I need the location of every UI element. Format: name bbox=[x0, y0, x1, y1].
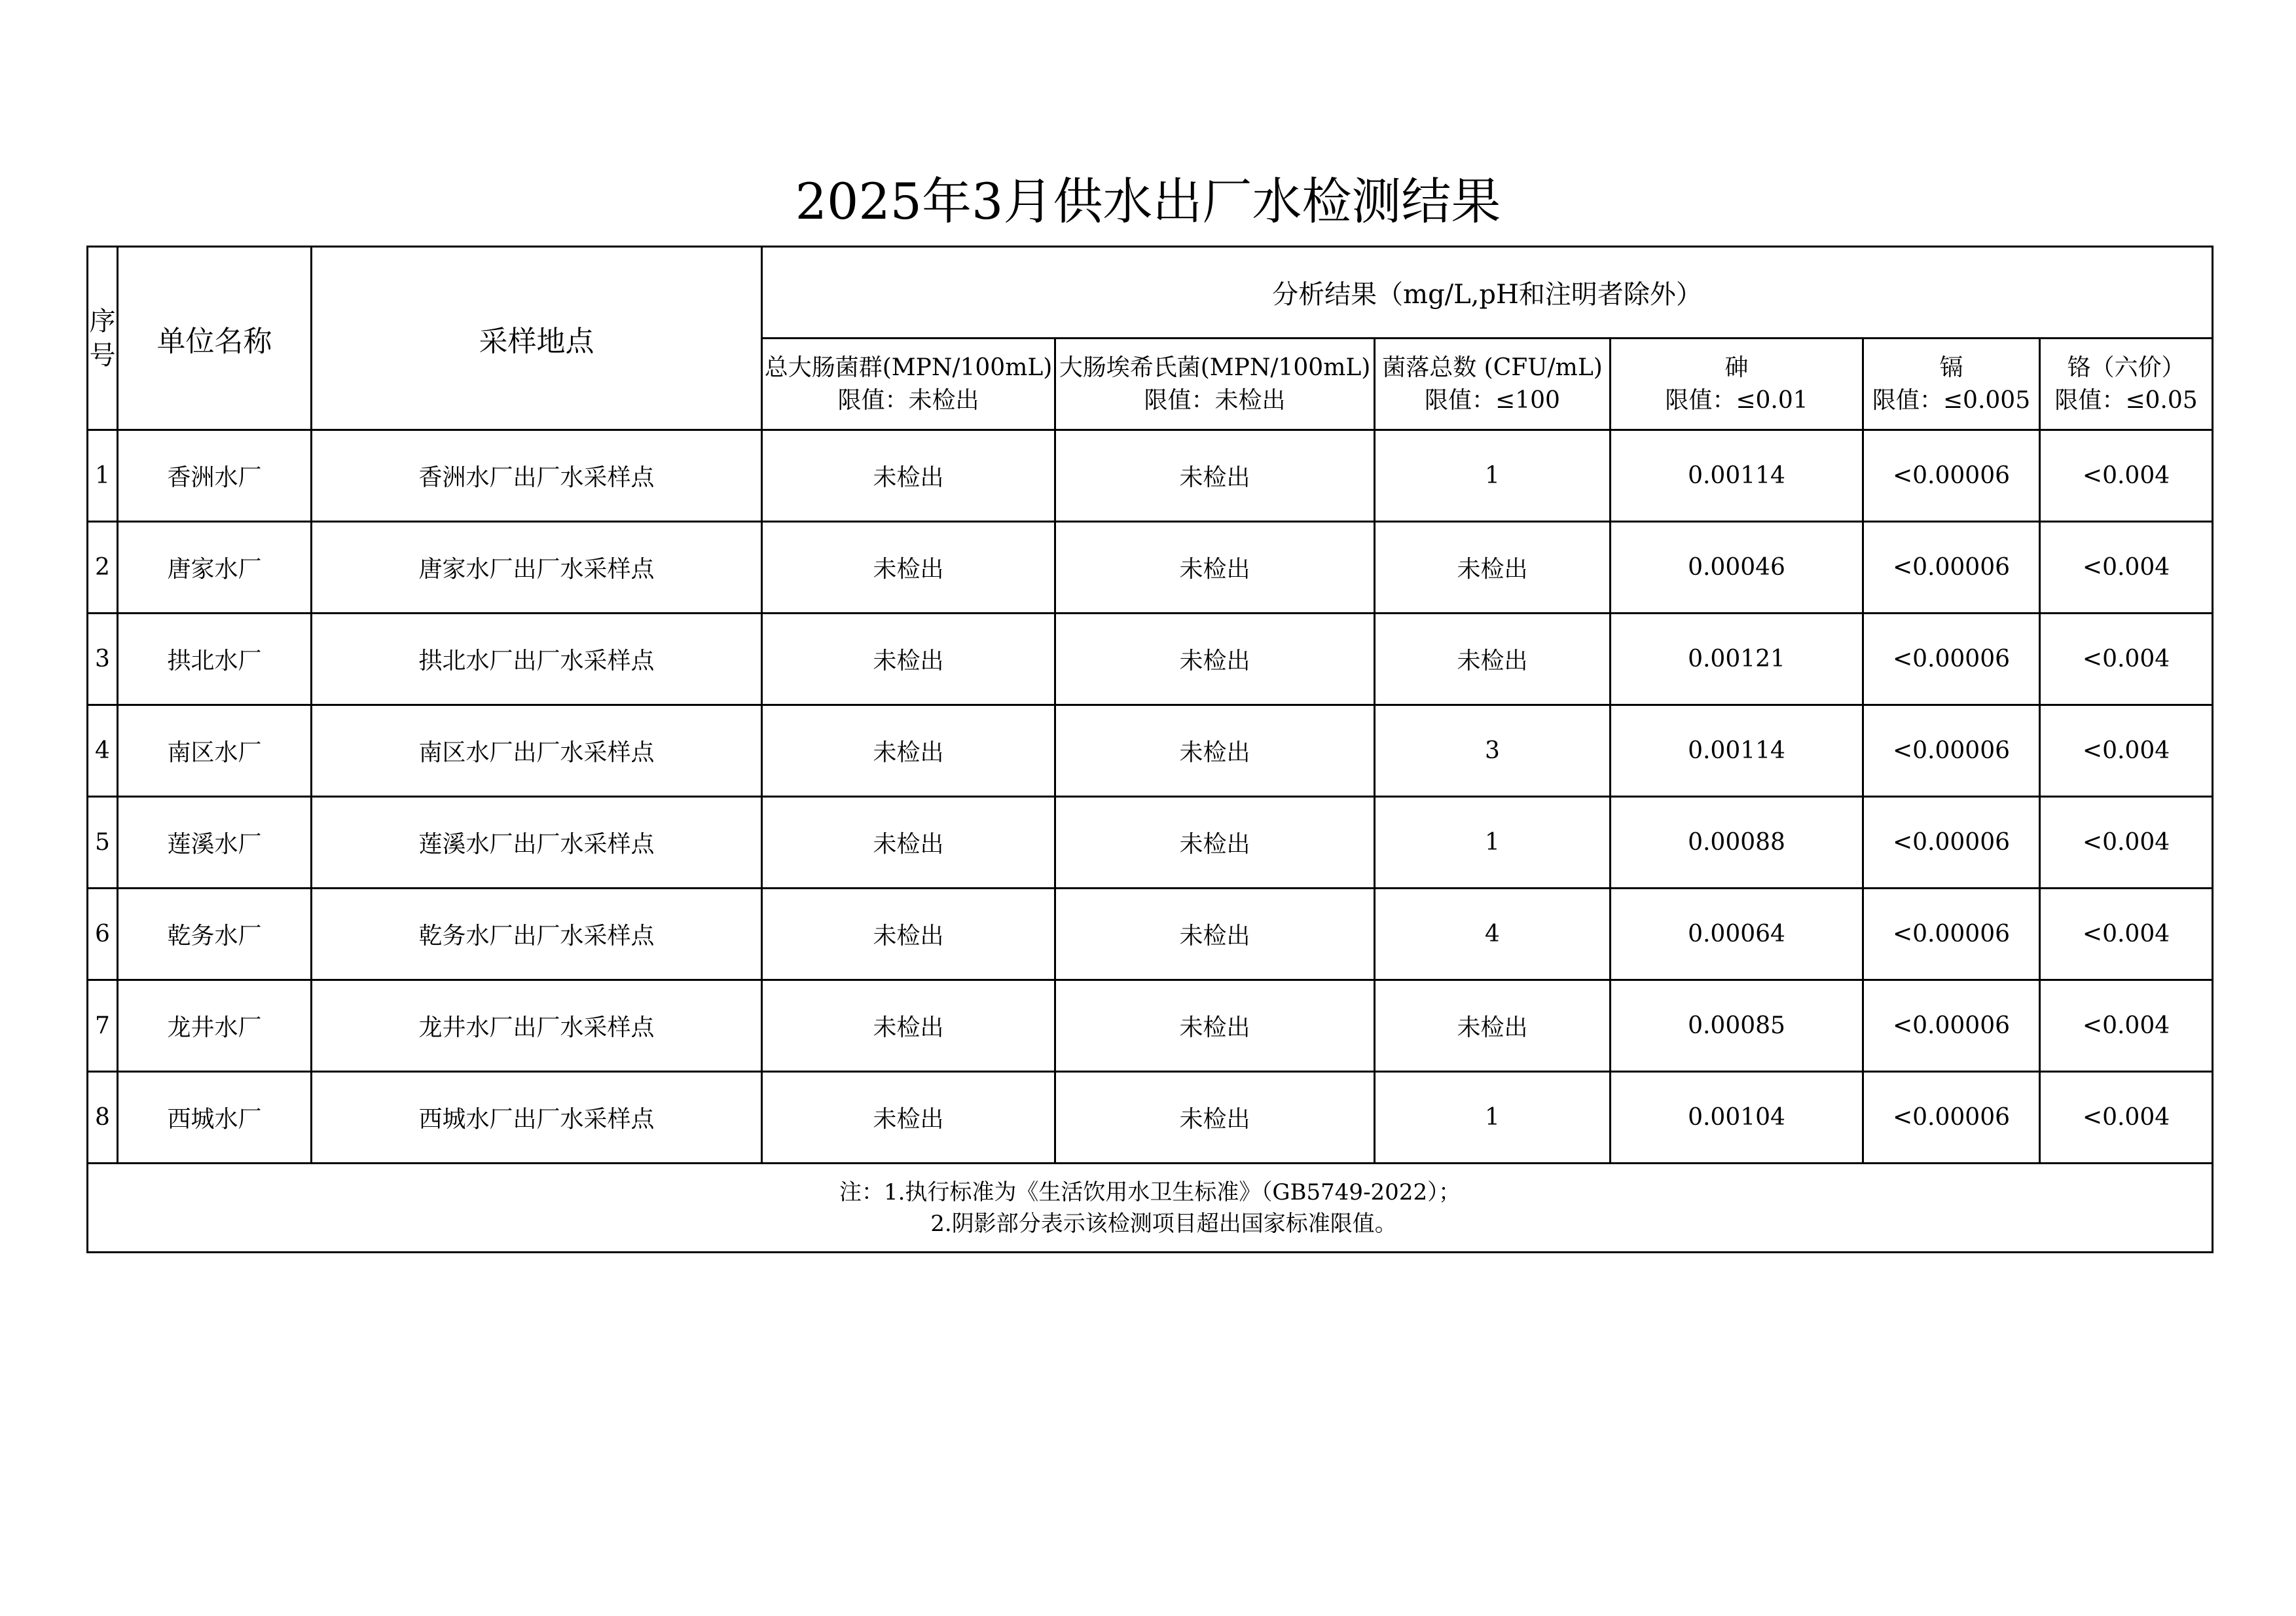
cell-colony-count: 未检出 bbox=[1375, 522, 1611, 614]
cell-arsenic: 0.00046 bbox=[1611, 522, 1863, 614]
header-index bbox=[88, 247, 118, 430]
row-site: 乾务水厂出厂水采样点 bbox=[312, 889, 762, 980]
header-analysis-group: 分析结果（mg/L,pH和注明者除外） bbox=[762, 247, 2213, 339]
row-site: 龙井水厂出厂水采样点 bbox=[312, 980, 762, 1072]
cell-colony-count: 4 bbox=[1375, 889, 1611, 980]
cell-e-coli: 未检出 bbox=[1055, 980, 1375, 1072]
cell-e-coli: 未检出 bbox=[1055, 522, 1375, 614]
notes-row bbox=[88, 1164, 2213, 1253]
cell-cadmium: <0.00006 bbox=[1863, 705, 2040, 797]
cell-total-coliform: 未检出 bbox=[762, 430, 1055, 522]
row-unit: 唐家水厂 bbox=[118, 522, 312, 614]
cell-total-coliform: 未检出 bbox=[762, 889, 1055, 980]
cell-chromium-vi: <0.004 bbox=[2040, 705, 2213, 797]
cell-e-coli: 未检出 bbox=[1055, 1072, 1375, 1164]
row-index: 3 bbox=[88, 614, 118, 705]
header-column-limit: 限值：≤0.05 bbox=[2054, 386, 2198, 414]
table-row bbox=[88, 705, 2213, 797]
header-arsenic bbox=[1611, 339, 1863, 430]
cell-total-coliform: 未检出 bbox=[762, 1072, 1055, 1164]
header-column-name: 菌落总数 (CFU/mL) bbox=[1382, 354, 1603, 381]
row-site: 莲溪水厂出厂水采样点 bbox=[312, 797, 762, 889]
header-index-char: 序 bbox=[89, 306, 116, 337]
cell-chromium-vi: <0.004 bbox=[2040, 889, 2213, 980]
row-index: 7 bbox=[88, 980, 118, 1072]
header-column-limit: 限值：≤0.005 bbox=[1872, 386, 2031, 414]
results-table bbox=[86, 246, 2214, 1253]
cell-arsenic: 0.00114 bbox=[1611, 705, 1863, 797]
row-index: 8 bbox=[88, 1072, 118, 1164]
header-unit-name: 单位名称 bbox=[118, 247, 312, 430]
cell-colony-count: 1 bbox=[1375, 430, 1611, 522]
notes-cell bbox=[88, 1164, 2213, 1253]
cell-colony-count: 3 bbox=[1375, 705, 1611, 797]
cell-arsenic: 0.00114 bbox=[1611, 430, 1863, 522]
header-column-name: 砷 bbox=[1724, 354, 1749, 381]
header-chromium-vi bbox=[2040, 339, 2213, 430]
row-index: 5 bbox=[88, 797, 118, 889]
header-colony-count bbox=[1375, 339, 1611, 430]
cell-colony-count: 未检出 bbox=[1375, 980, 1611, 1072]
table-row bbox=[88, 797, 2213, 889]
cell-colony-count: 1 bbox=[1375, 1072, 1611, 1164]
cell-total-coliform: 未检出 bbox=[762, 614, 1055, 705]
header-site: 采样地点 bbox=[312, 247, 762, 430]
cell-total-coliform: 未检出 bbox=[762, 705, 1055, 797]
table-row bbox=[88, 1072, 2213, 1164]
cell-cadmium: <0.00006 bbox=[1863, 889, 2040, 980]
header-column-name: 铬（六价） bbox=[2067, 354, 2185, 381]
cell-colony-count: 1 bbox=[1375, 797, 1611, 889]
header-column-limit: 限值：未检出 bbox=[1144, 386, 1286, 414]
row-unit: 莲溪水厂 bbox=[118, 797, 312, 889]
page-title: 2025年3月供水出厂水检测结果 bbox=[795, 172, 1501, 230]
cell-chromium-vi: <0.004 bbox=[2040, 430, 2213, 522]
row-site: 南区水厂出厂水采样点 bbox=[312, 705, 762, 797]
row-unit: 龙井水厂 bbox=[118, 980, 312, 1072]
row-index: 2 bbox=[88, 522, 118, 614]
header-e-coli bbox=[1055, 339, 1375, 430]
cell-e-coli: 未检出 bbox=[1055, 430, 1375, 522]
row-site: 西城水厂出厂水采样点 bbox=[312, 1072, 762, 1164]
header-column-limit: 限值：未检出 bbox=[837, 386, 979, 414]
row-site: 拱北水厂出厂水采样点 bbox=[312, 614, 762, 705]
cell-total-coliform: 未检出 bbox=[762, 980, 1055, 1072]
header-total-coliform bbox=[762, 339, 1055, 430]
note-line: 2.阴影部分表示该检测项目超出国家标准限值。 bbox=[930, 1210, 1397, 1237]
header-index-char: 号 bbox=[89, 340, 116, 371]
row-unit: 拱北水厂 bbox=[118, 614, 312, 705]
row-index: 1 bbox=[88, 430, 118, 522]
cell-e-coli: 未检出 bbox=[1055, 889, 1375, 980]
row-index: 4 bbox=[88, 705, 118, 797]
cell-cadmium: <0.00006 bbox=[1863, 522, 2040, 614]
row-index: 6 bbox=[88, 889, 118, 980]
note-line: 注：1.执行标准为《生活饮用水卫生标准》（GB5749-2022）； bbox=[839, 1179, 1461, 1205]
header-column-name: 镉 bbox=[1939, 354, 1963, 381]
row-site: 唐家水厂出厂水采样点 bbox=[312, 522, 762, 614]
cell-chromium-vi: <0.004 bbox=[2040, 1072, 2213, 1164]
table-row bbox=[88, 430, 2213, 522]
cell-cadmium: <0.00006 bbox=[1863, 614, 2040, 705]
row-unit: 南区水厂 bbox=[118, 705, 312, 797]
cell-chromium-vi: <0.004 bbox=[2040, 522, 2213, 614]
header-column-name: 大肠埃希氏菌(MPN/100mL) bbox=[1059, 354, 1371, 381]
cell-cadmium: <0.00006 bbox=[1863, 797, 2040, 889]
header-column-name: 总大肠菌群(MPN/100mL) bbox=[764, 354, 1053, 381]
cell-arsenic: 0.00085 bbox=[1611, 980, 1863, 1072]
row-unit: 乾务水厂 bbox=[118, 889, 312, 980]
cell-e-coli: 未检出 bbox=[1055, 797, 1375, 889]
header-column-limit: 限值：≤100 bbox=[1425, 386, 1560, 414]
cell-arsenic: 0.00121 bbox=[1611, 614, 1863, 705]
cell-e-coli: 未检出 bbox=[1055, 614, 1375, 705]
cell-e-coli: 未检出 bbox=[1055, 705, 1375, 797]
cell-arsenic: 0.00064 bbox=[1611, 889, 1863, 980]
cell-arsenic: 0.00088 bbox=[1611, 797, 1863, 889]
cell-chromium-vi: <0.004 bbox=[2040, 614, 2213, 705]
table-row bbox=[88, 522, 2213, 614]
header-row-1 bbox=[88, 247, 2213, 339]
table-row bbox=[88, 614, 2213, 705]
row-site: 香洲水厂出厂水采样点 bbox=[312, 430, 762, 522]
table-row bbox=[88, 889, 2213, 980]
cell-chromium-vi: <0.004 bbox=[2040, 980, 2213, 1072]
row-unit: 香洲水厂 bbox=[118, 430, 312, 522]
results-body bbox=[88, 430, 2213, 1253]
cell-cadmium: <0.00006 bbox=[1863, 980, 2040, 1072]
cell-arsenic: 0.00104 bbox=[1611, 1072, 1863, 1164]
cell-total-coliform: 未检出 bbox=[762, 797, 1055, 889]
header-column-limit: 限值：≤0.01 bbox=[1665, 386, 1808, 414]
cell-cadmium: <0.00006 bbox=[1863, 430, 2040, 522]
cell-chromium-vi: <0.004 bbox=[2040, 797, 2213, 889]
row-unit: 西城水厂 bbox=[118, 1072, 312, 1164]
cell-colony-count: 未检出 bbox=[1375, 614, 1611, 705]
table-row bbox=[88, 980, 2213, 1072]
header-cadmium bbox=[1863, 339, 2040, 430]
cell-total-coliform: 未检出 bbox=[762, 522, 1055, 614]
cell-cadmium: <0.00006 bbox=[1863, 1072, 2040, 1164]
